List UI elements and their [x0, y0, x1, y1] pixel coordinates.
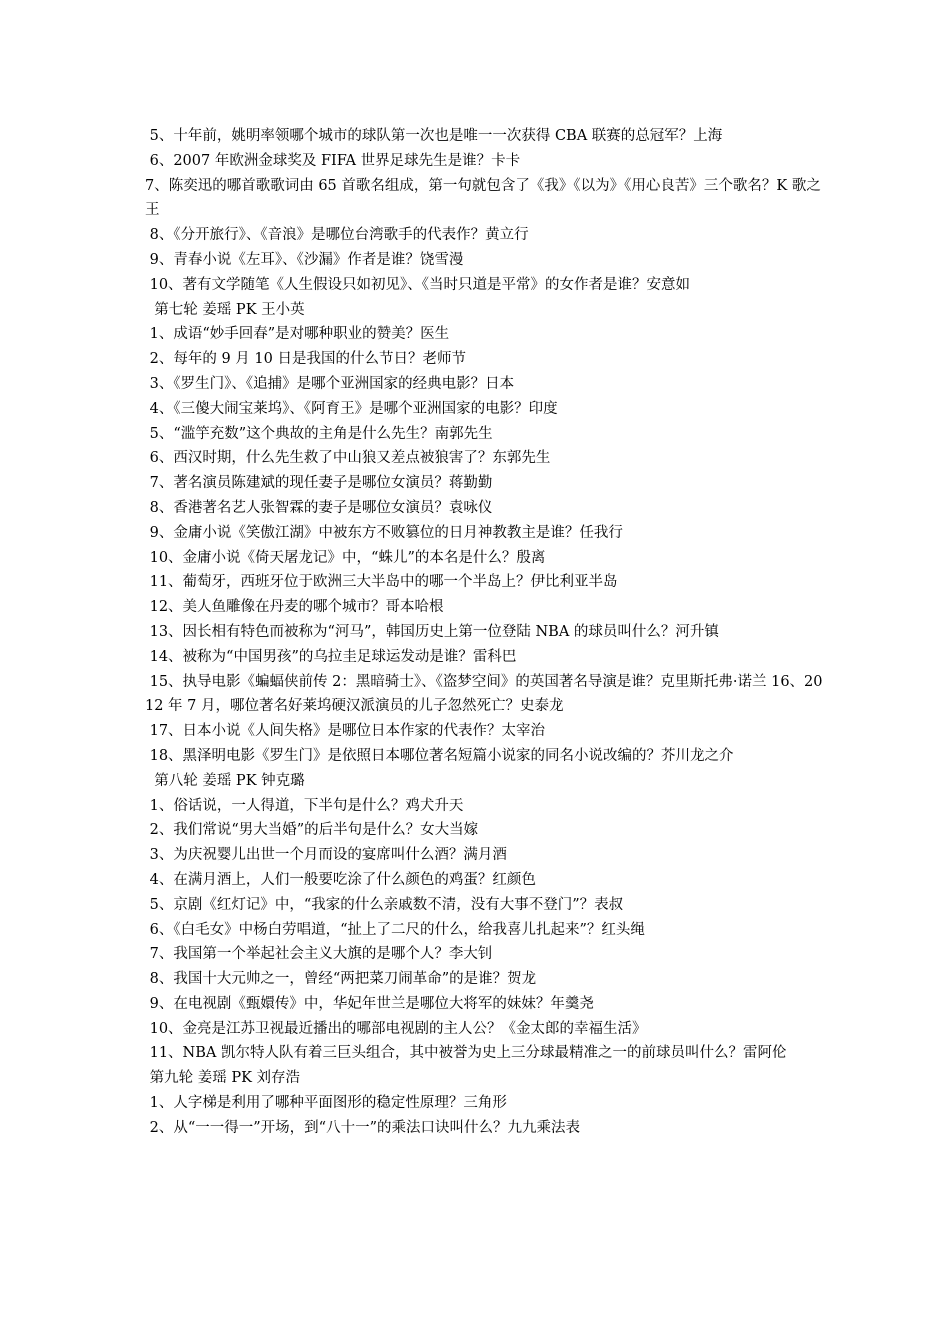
- question-line: 13、因长相有特色而被称为“河马”，韩国历史上第一位登陆 NBA 的球员叫什么？河升镇: [145, 623, 719, 640]
- question-line: 10、金亮是江苏卫视最近播出的哪部电视剧的主人公？《金太郎的幸福生活》: [145, 1020, 647, 1037]
- question-line: 9、青春小说《左耳》、《沙漏》作者是谁？饶雪漫: [145, 251, 464, 268]
- question-line: 14、被称为“中国男孩”的乌拉圭足球运发动是谁？雷科巴: [145, 648, 517, 665]
- question-line: 6、2007 年欧洲金球奖及 FIFA 世界足球先生是谁？卡卡: [145, 152, 521, 169]
- question-line: 9、在电视剧《甄嬛传》中，华妃年世兰是哪位大将军的妹妹？年羹尧: [145, 995, 594, 1012]
- question-line: 9、金庸小说《笑傲江湖》中被东方不败篡位的日月神教教主是谁？任我行: [145, 524, 623, 541]
- question-line: 15、执导电影《蝙蝠侠前传 2：黑暗骑士》、《盗梦空间》的英国著名导演是谁？克里斯托弗·诺兰 16、2012 年 7 月，哪位著名好莱坞硬汉派演员的儿子忽然死亡？史泰龙: [145, 673, 823, 715]
- question-line: 4、《三傻大闹宝莱坞》、《阿育王》是哪个亚洲国家的电影？印度: [145, 400, 558, 417]
- question-line: 11、NBA 凯尔特人队有着三巨头组合，其中被誉为史上三分球最精准之一的前球员叫什么？雷阿伦: [145, 1045, 787, 1062]
- question-line: 5、十年前，姚明率领哪个城市的球队第一次也是唯一一次获得 CBA 联赛的总冠军？上海: [145, 128, 723, 144]
- question-line: 3、为庆祝婴儿出世一个月而设的宴席叫什么酒？满月酒: [145, 847, 507, 864]
- question-line: 7、陈奕迅的哪首歌歌词由 65 首歌名组成，第一句就包含了《我》《以为》《用心良苦》三个歌名？K 歌之王: [145, 177, 821, 219]
- document-body: [145, 124, 825, 1141]
- question-line: 10、金庸小说《倚天屠龙记》中，“蛛儿”的本名是什么？殷离: [145, 549, 546, 566]
- question-line: 5、京剧《红灯记》中，“我家的什么亲戚数不清，没有大事不登门”？表叔: [145, 896, 624, 913]
- question-line: 7、著名演员陈建斌的现任妻子是哪位女演员？蒋勤勤: [145, 475, 493, 492]
- round-heading: 第九轮 姜瑶 PK 刘存浩: [145, 1070, 301, 1087]
- question-line: 5、“滥竽充数”这个典故的主角是什么先生？南郭先生: [145, 425, 493, 442]
- round-heading: 第七轮 姜瑶 PK 王小英: [145, 301, 305, 318]
- question-line: 8、我国十大元帅之一，曾经“两把菜刀闹革命”的是谁？贺龙: [145, 971, 537, 988]
- round-heading: 第八轮 姜瑶 PK 钟克璐: [145, 772, 305, 789]
- question-line: 17、日本小说《人间失格》是哪位日本作家的代表作？太宰治: [145, 723, 546, 740]
- question-line: 3、《罗生门》、《追捕》是哪个亚洲国家的经典电影？日本: [145, 375, 515, 392]
- question-line: 18、黑泽明电影《罗生门》是依照日本哪位著名短篇小说家的同名小说改编的？芥川龙之介: [145, 747, 734, 764]
- question-line: 1、俗话说，一人得道，下半句是什么？鸡犬升天: [145, 797, 464, 814]
- question-line: 10、著有文学随笔《人生假设只如初见》、《当时只道是平常》的女作者是谁？安意如: [145, 276, 691, 293]
- question-line: 6、西汉时期，什么先生救了中山狼又差点被狼害了？东郭先生: [145, 450, 551, 467]
- question-line: 2、每年的 9 月 10 日是我国的什么节日？老师节: [145, 351, 466, 368]
- question-line: 8、《分开旅行》、《音浪》是哪位台湾歌手的代表作？黄立行: [145, 227, 529, 244]
- question-line: 7、我国第一个举起社会主义大旗的是哪个人？李大钊: [145, 946, 493, 963]
- question-line: 2、我们常说“男大当婚”的后半句是什么？女大当嫁: [145, 822, 479, 839]
- question-line: 11、葡萄牙，西班牙位于欧洲三大半岛中的哪一个半岛上？伊比利亚半岛: [145, 574, 618, 591]
- question-line: 6、《白毛女》中杨白劳唱道，“扯上了二尺的什么，给我喜儿扎起来”？红头绳: [145, 921, 645, 938]
- question-line: 8、香港著名艺人张智霖的妻子是哪位女演员？袁咏仪: [145, 499, 493, 516]
- question-line: 1、人字梯是利用了哪种平面图形的稳定性原理？三角形: [145, 1095, 507, 1112]
- question-line: 12、美人鱼雕像在丹麦的哪个城市？哥本哈根: [145, 599, 444, 616]
- question-line: 2、从“一一得一”开场，到“八十一”的乘法口诀叫什么？九九乘法表: [145, 1119, 580, 1136]
- question-line: 4、在满月酒上，人们一般要吃涂了什么颜色的鸡蛋？红颜色: [145, 871, 536, 888]
- question-line: 1、成语“妙手回春”是对哪种职业的赞美？医生: [145, 326, 450, 343]
